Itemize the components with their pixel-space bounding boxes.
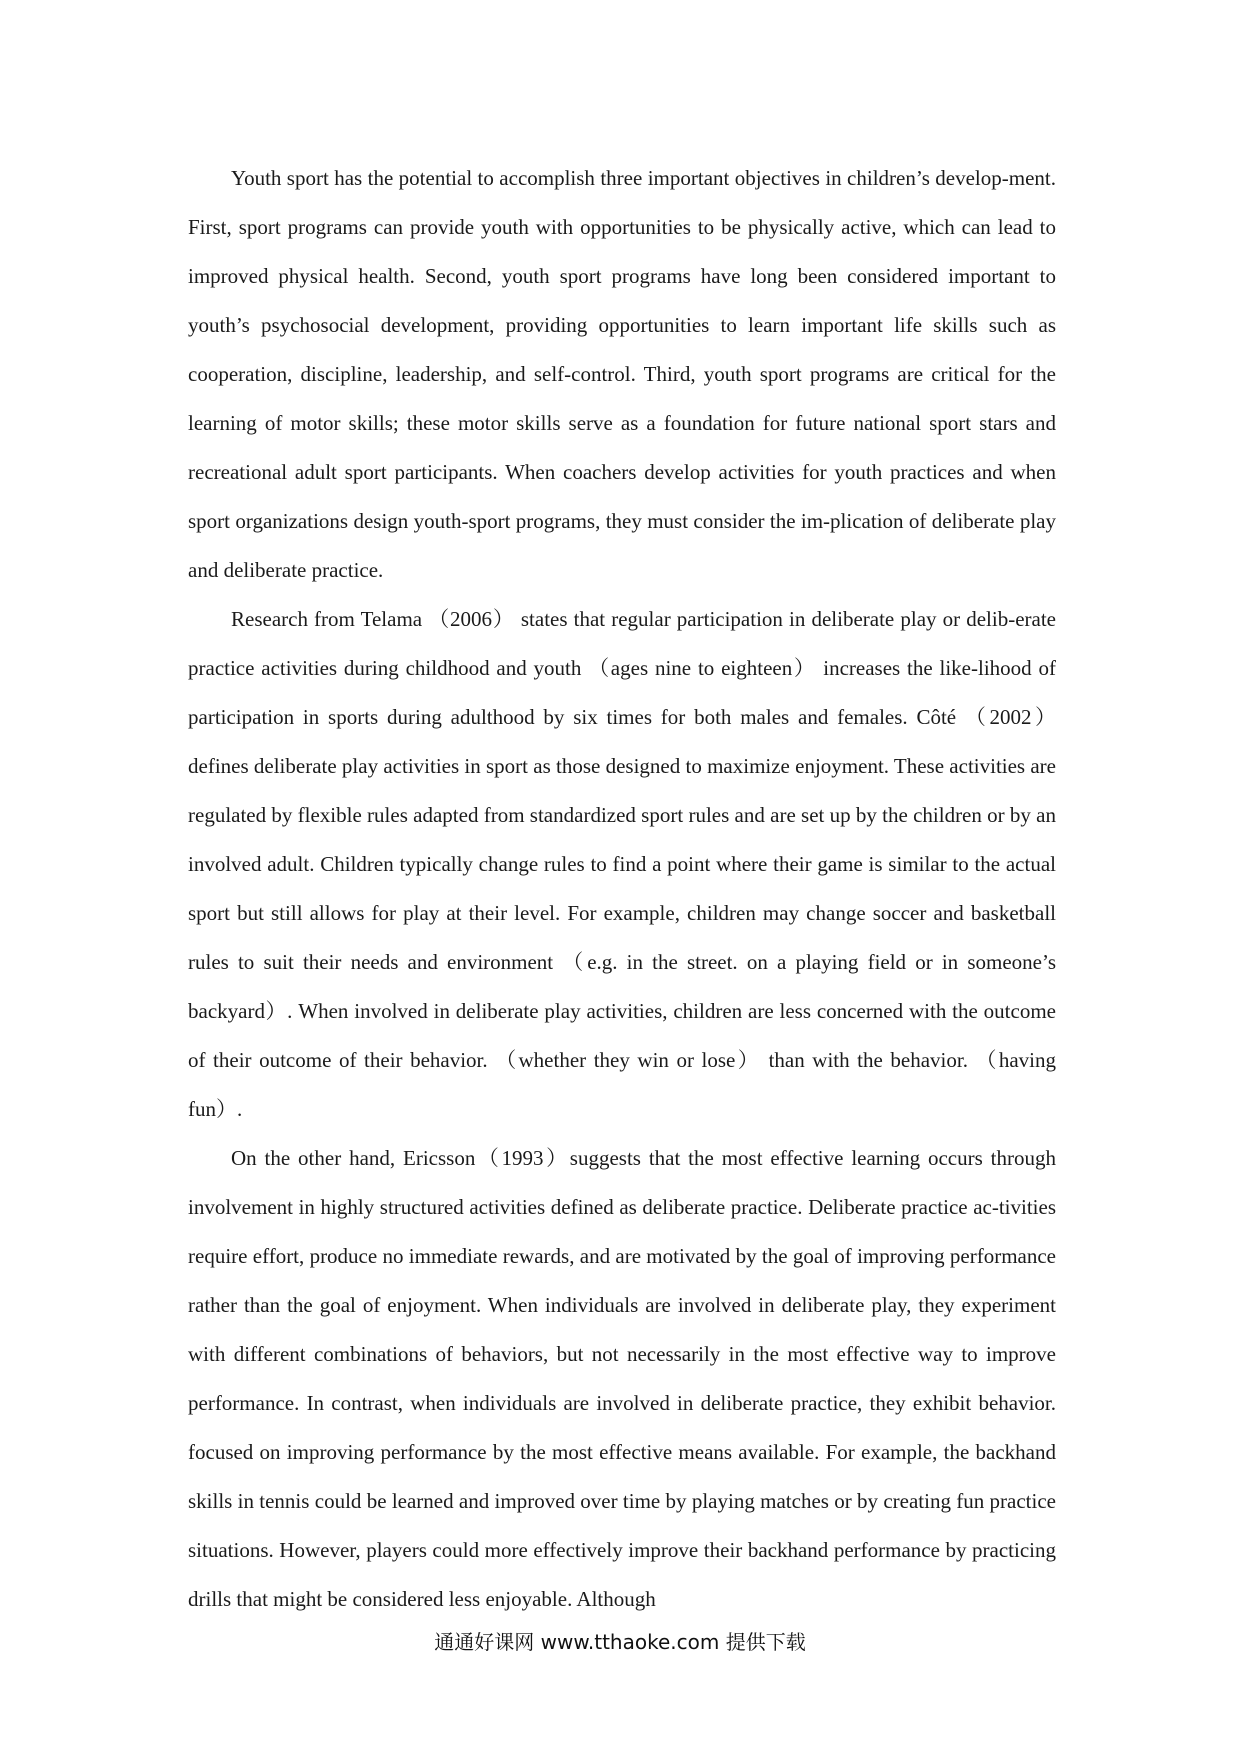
paragraph-3: On the other hand, Ericsson（1993）suggests that the most effective learning occurs through involvement in highly structured activities defined as deliberate practice. Deliberate practice ac-tivities require effort, produce no immediate rewards, and are motivated by the goal of improving performance rather than the goal of enjoyment. When individuals are involved in deliberate play, they experiment with different combinations of behaviors, but not necessarily in the most effective way to improve performance. In contrast, when individuals are involved in deliberate practice, they exhibit behavior. focused on improving performance by the most effective means available. For example, the backhand skills in tennis could be learned and improved over time by playing matches or by creating fun practice situations. However, players could more effectively improve their backhand performance by practicing drills that might be considered less enjoyable. Although	[188, 1146, 1056, 1611]
document-body	[188, 154, 1056, 1624]
paragraph-1: Youth sport has the potential to accomplish three important objectives in children’s develop-ment. First, sport programs can provide youth with opportunities to be physically active, which can lead to improved physical health. Second, youth sport programs have long been considered important to youth’s psychosocial development, providing opportunities to learn important life skills such as cooperation, discipline, leadership, and self-control. Third, youth sport programs are critical for the learning of motor skills; these motor skills serve as a foundation for future national sport stars and recreational adult sport participants. When coachers develop activities for youth practices and when sport organizations design youth-sport programs, they must consider the im-plication of deliberate play and deliberate practice.	[188, 166, 1056, 582]
download-footer: 通通好课网 www.tthaoke.com 提供下载	[434, 1630, 806, 1654]
paragraph-2: Research from Telama （2006） states that regular participation in deliberate play or delib-erate practice activities during childhood and youth （ages nine to eighteen） increases the like-lihood of participation in sports during adulthood by six times for both males and females. Côté （2002） defines deliberate play activities in sport as those designed to maximize enjoyment. These activities are regulated by flexible rules adapted from standardized sport rules and are set up by the children or by an involved adult. Children typically change rules to find a point where their game is similar to the actual sport but still allows for play at their level. For example, children may change soccer and basketball rules to suit their needs and environment （e.g. in the street. on a playing field or in someone’s backyard）. When involved in deliberate play activities, children are less concerned with the outcome of their outcome of their behavior. （whether they win or lose） than with the behavior. （having fun）.	[188, 607, 1056, 1121]
